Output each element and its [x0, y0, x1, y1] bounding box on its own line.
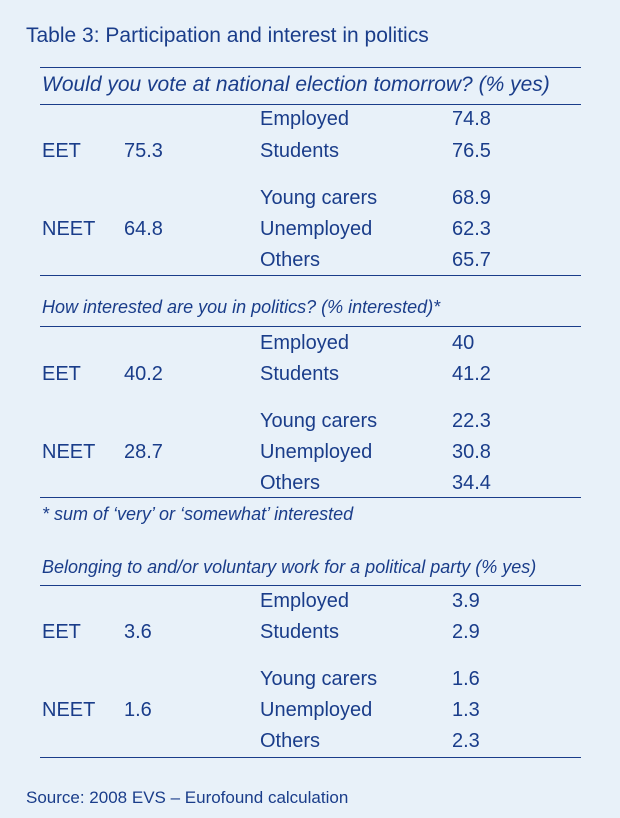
row-label: Young carers — [260, 668, 378, 690]
section-bottom-rule — [40, 497, 581, 498]
row-value: 1.6 — [452, 668, 480, 690]
row-value: 65.7 — [452, 249, 491, 271]
row-value: 34.4 — [452, 472, 491, 494]
row-value: 3.9 — [452, 590, 480, 612]
neet-label: NEET — [42, 699, 96, 721]
row-label: Employed — [260, 108, 349, 130]
row-label: Young carers — [260, 187, 378, 209]
row-label: Young carers — [260, 410, 378, 432]
section-header: Would you vote at national election tomorrow? (% yes) — [42, 73, 550, 96]
source-note: Source: 2008 EVS – Eurofound calculation — [26, 788, 349, 807]
eet-label: EET — [42, 363, 81, 385]
eet-value: 40.2 — [124, 363, 163, 385]
neet-label: NEET — [42, 218, 96, 240]
section-top-rule — [40, 67, 581, 68]
eet-value: 75.3 — [124, 140, 163, 162]
neet-value: 64.8 — [124, 218, 163, 240]
neet-label: NEET — [42, 441, 96, 463]
row-label: Unemployed — [260, 441, 373, 463]
section-bottom-rule — [40, 757, 581, 758]
row-value: 2.3 — [452, 730, 480, 752]
row-label: Employed — [260, 590, 349, 612]
section-bottom-rule — [40, 275, 581, 276]
row-label: Others — [260, 730, 321, 752]
row-label: Unemployed — [260, 699, 373, 721]
footnote: * sum of ‘very’ or ‘somewhat’ interested — [42, 504, 354, 524]
row-value: 76.5 — [452, 140, 491, 162]
eet-label: EET — [42, 621, 81, 643]
section-header: Belonging to and/or voluntary work for a political party (% yes) — [42, 557, 537, 577]
row-value: 41.2 — [452, 363, 491, 385]
row-label: Unemployed — [260, 218, 373, 240]
row-value: 2.9 — [452, 621, 480, 643]
row-value: 1.3 — [452, 699, 480, 721]
table-title: Table 3: Participation and interest in politics — [26, 24, 429, 47]
row-value: 22.3 — [452, 410, 491, 432]
row-label: Others — [260, 249, 321, 271]
section-header: How interested are you in politics? (% interested)* — [42, 297, 441, 317]
eet-label: EET — [42, 140, 81, 162]
row-label: Students — [260, 140, 339, 162]
row-value: 62.3 — [452, 218, 491, 240]
row-label: Students — [260, 363, 339, 385]
row-value: 30.8 — [452, 441, 491, 463]
row-label: Others — [260, 472, 321, 494]
section-header-rule — [40, 585, 581, 586]
section-header-rule — [40, 326, 581, 327]
row-label: Students — [260, 621, 339, 643]
section-header-rule — [40, 104, 581, 105]
row-value: 74.8 — [452, 108, 491, 130]
row-label: Employed — [260, 332, 349, 354]
neet-value: 1.6 — [124, 699, 152, 721]
row-value: 68.9 — [452, 187, 491, 209]
neet-value: 28.7 — [124, 441, 163, 463]
row-value: 40 — [452, 332, 475, 354]
eet-value: 3.6 — [124, 621, 152, 643]
